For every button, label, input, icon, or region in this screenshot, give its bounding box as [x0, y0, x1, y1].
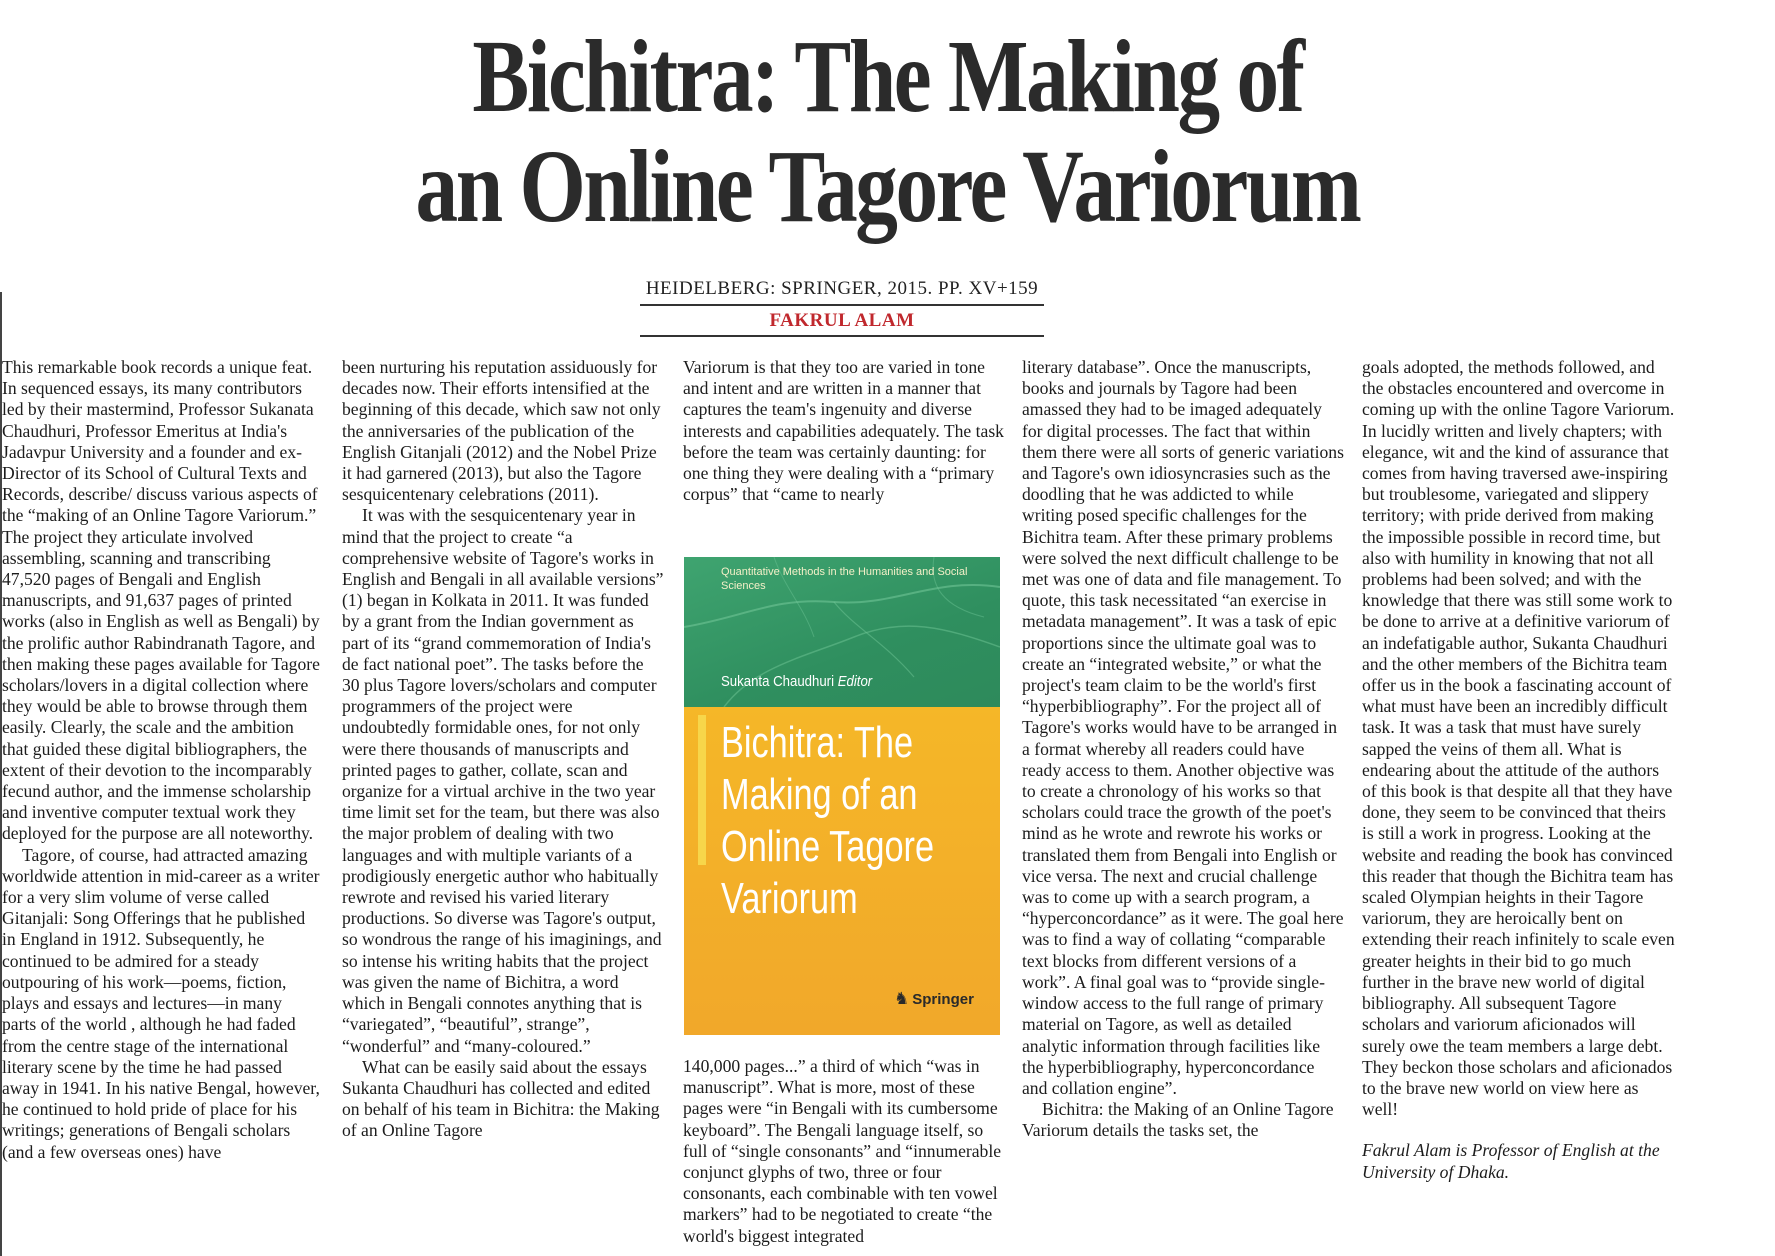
headline-line-1: Bichitra: The Making of	[472, 19, 1303, 134]
article-column-2	[342, 357, 664, 1256]
paragraph: been nurturing his reputation assiduously for decades now. Their efforts intensified at the beginning of this decade, which saw not only the anniversaries of the publication of the English Gitanjali (2012) and the Nobel Prize it had garnered (2013), but also the Tagore sesquicentenary celebrations (2011).	[342, 357, 661, 505]
cover-accent-stripe	[698, 715, 706, 865]
paragraph: goals adopted, the methods followed, and the obstacles encountered and overcome in coming up with the online Tagore Variorum. In lucidly written and lively chapters; with elegance, wit and the kind of assurance that comes from having traversed awe-inspiring but troublesome, variegated and slippery territory; with pride derived from making the impossible possible in record time, but also with humility in knowing that not all problems had been solved; and with the knowledge that there was still some work to be done to arrive at a definitive variorum of an indefatigable author, Sukanta Chaudhuri and the other members of the Bichitra team offer us in the book a fascinating account of what must have been an incredibly difficult task. It was a task that must have surely sapped the veins of them all. What is endearing about the attitude of the authors of this book is that despite all that they have done, they seem to be convinced that theirs is still a work in progress. Looking at the website and reading the book has convinced this reader that though the Bichitra team has scaled Olympian heights in their Tagore variorum, they are heroically bent on extending their reach infinitely to scale even greater heights in their bid to go much further in the brave new world of digital bibliography. All subsequent Tagore scholars and variorum aficionados will surely owe the team members a large debt. They beckon those scholars and aficionados to the brave new world on view here as well!	[1362, 357, 1675, 1120]
paragraph: It was with the sesquicentenary year in mind that the project to create “a comprehensive website of Tagore's works in English and Bengali in all available versions” (1) began in Kolkata in 2011. It was funded by a grant from the Indian government as part of its “grand commemoration of India's de fact national poet”. The tasks before the 30 plus Tagore lovers/scholars and computer programmers of the project were undoubtedly formidable ones, for not only were there thousands of manuscripts and printed pages to gather, collate, scan and organize for a virtual archive in the two year time limit set for the team, but there was also the major problem of dealing with two languages and with multiple variants of a prodigiously energetic author who habitually rewrote and revised his varied literary productions. So diverse was Tagore's output, so wondrous the range of his imaginings, and so intense his writing habits that the project was given the name of Bichitra, a word which in Bengali connotes anything that is “variegated”, “beautiful”, strange”, “wonderful” and “many-coloured.”	[342, 505, 664, 1056]
article-column-4	[1022, 357, 1344, 1256]
cover-title	[721, 717, 939, 925]
cover-title-line: Bichitra: The	[721, 718, 914, 767]
paragraph: What can be easily said about the essays Sukanta Chaudhuri has collected and edited on behalf of his team in Bichitra: the Making of an Online Tagore	[342, 1056, 660, 1141]
cover-editor	[721, 673, 959, 690]
headline-line-2: an Online Tagore Variorum	[415, 129, 1360, 244]
cover-series-title: Quantitative Methods in the Humanities and Social Sciences	[721, 566, 968, 592]
author-bio: Fakrul Alam is Professor of English at the University of Dhaka.	[1362, 1140, 1660, 1182]
byline-author: FAKRUL ALAM	[769, 310, 915, 331]
cover-editor-role: Editor	[837, 673, 873, 690]
article-column-3-top	[683, 357, 1005, 507]
cover-title-line: Variorum	[721, 874, 858, 923]
paragraph: Bichitra: the Making of an Online Tagore Variorum details the tasks set, the	[1022, 1099, 1334, 1141]
paragraph: Tagore, of course, had attracted amazing worldwide attention in mid-career as a writer for a very slim volume of verse called Gitanjali: Song Offerings that he published in England in 1912. Subsequently, he continued to be admired for a steady outpouring of his work—poems, fiction, plays and essays and lectures—in many parts of the world , although he had faded from the centre stage of the international literary scene by the time he had passed away in 1941. In his native Bengal, however, he continued to hold pride of place for his writings; generations of Bengali scholars (and a few overseas ones) have	[2, 844, 320, 1162]
cover-publisher-name: Springer	[912, 991, 974, 1008]
cover-editor-name: Sukanta Chaudhuri	[721, 673, 835, 690]
cover-title-line: Making of an	[721, 770, 918, 819]
paragraph: Variorum is that they too are varied in tone and intent and are written in a manner that captures the team's ingenuity and diverse interests and capabilities adequately. The task before the team was certainly daunting: for one thing they were dealing with a “primary corpus” that “came to nearly	[683, 357, 1004, 505]
article-column-1	[2, 357, 320, 1256]
cover-publisher-logo	[894, 989, 994, 1009]
divider-rule	[640, 335, 1044, 337]
divider-rule	[640, 304, 1044, 306]
paragraph: 140,000 pages...” a third of which “was in manuscript”. What is more, most of these pages were “in Bengali with its cumbersome keyboard”. The Bengali language itself, so full of “single consonants” and “innumerable conjunct glyphs of two, three or four consonants, each combinable with ten vowel markers” had to be negotiated to create “the world's biggest integrated	[683, 1056, 1002, 1246]
headline	[160, 19, 1616, 244]
paragraph: literary database”. Once the manuscripts, books and journals by Tagore had been amassed they had to be imaged adequately for digital processes. The fact that within them there were all sorts of generic variations and Tagore's own idiosyncrasies such as the doodling that he was addicted to while writing posed specific challenges for the Bichitra team. After these primary problems were solved the next difficult challenge to be met was one of data and file management. To quote, this task necessitated “an exercise in metadata management”. It was a task of epic proportions since the ultimate goal was to create an “integrated website,” or what the project's team claim to be the world's first “hyperbibliography”. For the project all of Tagore's works would have to be arranged in a format whereby all readers could have ready access to them. Another objective was to create a chronology of his works so that scholars could trace the growth of the poet's mind as he wrote and rewrote his works or translated them from Bengali into English or vice versa. The next and crucial challenge was to come up with a search program, a “hyperconcordance” as it were. The goal here was to find a way of collating “comparable text blocks from different versions of a work”. A final goal was to “provide single-window access to the full range of primary material on Tagore, as well as detailed analytic information through facilities like the hyperbibliography, hyperconcordance and collation engine”.	[1022, 357, 1344, 1098]
book-cover-image	[684, 557, 1000, 1035]
cover-title-line: Online Tagore	[721, 822, 935, 871]
cover-green-band	[684, 557, 1000, 707]
paragraph: This remarkable book records a unique feat. In sequenced essays, its many contributors led by their mastermind, Professor Sukanata Chaudhuri, Professor Emeritus at India's Jadavpur University and a founder and ex-Director of its School of Cultural Texts and Records, describe/ discuss various aspects of the “making of an Online Tagore Variorum.” The project they articulate involved assembling, scanning and transcribing 47,520 pages of Bengali and English manuscripts, and 91,637 pages of printed works (also in English as well as Bengali) by the prolific author Rabindranath Tagore, and then making these pages available for Tagore scholars/lovers in a digital collection where they would be able to browse through them easily. Clearly, the scale and the ambition that guided these digital bibliographers, the extent of their devotion to the incomparably fecund author, and the immense scholarship and inventive computer textual work they deployed for the purpose are all noteworthy.	[2, 357, 320, 844]
article-column-5	[1362, 357, 1678, 1256]
publication-info: HEIDELBERG: SPRINGER, 2015. PP. XV+159	[645, 278, 1039, 299]
article-column-3-bottom	[683, 1056, 1005, 1256]
springer-horse-icon: ♞	[894, 989, 910, 1008]
